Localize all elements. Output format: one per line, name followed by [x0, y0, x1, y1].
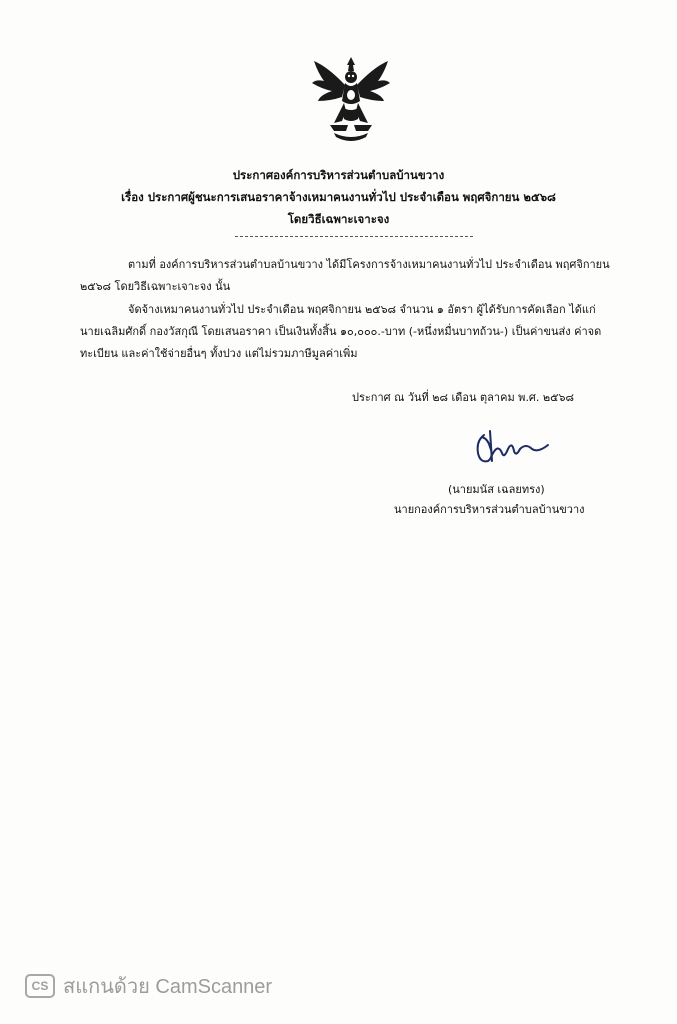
header-divider — [235, 236, 473, 237]
signature-icon — [470, 427, 552, 469]
paragraph-award — [80, 299, 610, 365]
announcement-title: ประกาศองค์การบริหารส่วนตำบลบ้านขวาง — [232, 168, 445, 182]
paragraph-line: นายเฉลิมศักดิ์ กองวัสกุณี โดยเสนอราคา เป็นเงินทั้งสิ้น ๑๐,๐๐๐.-บาท (-หนึ่งหมื่นบาทถ้วน-) เป็นค่าขนส่ง ค่าจด — [80, 325, 602, 338]
paragraph-line: ทะเบียน และค่าใช้จ่ายอื่นๆ ทั้งปวง แต่ไม่รวมภาษีมูลค่าเพิ่ม — [80, 347, 358, 360]
announcement-method: โดยวิธีเฉพาะเจาะจง — [287, 212, 390, 226]
signer-position: นายกองค์การบริหารส่วนตำบลบ้านขวาง — [394, 503, 585, 516]
paragraph-project — [80, 254, 610, 298]
signer-name: (นายมนัส เฉลยทรง) — [448, 483, 545, 496]
scanner-watermark — [25, 971, 272, 1001]
announcement-date: ประกาศ ณ วันที่ ๒๘ เดือน ตุลาคม พ.ศ. ๒๕๖๘ — [352, 391, 574, 404]
watermark-text: สแกนด้วย CamScanner — [63, 976, 273, 998]
camscanner-logo-icon: CS — [25, 974, 55, 998]
paragraph-line: ตามที่ องค์การบริหารส่วนตำบลบ้านขวาง ได้มีโครงการจ้างเหมาคนงานทั่วไป ประจำเดือน พฤศจิกายน — [128, 258, 610, 271]
garuda-emblem-icon — [308, 55, 394, 145]
paragraph-line: ๒๕๖๘ โดยวิธีเฉพาะเจาะจง นั้น — [80, 280, 231, 293]
paragraph-line: จัดจ้างเหมาคนงานทั่วไป ประจำเดือน พฤศจิกายน ๒๕๖๘ จำนวน ๑ อัตรา ผู้ได้รับการคัดเลือก ได้แก่ — [128, 303, 596, 316]
announcement-header — [0, 164, 677, 230]
announcement-subject: เรื่อง ประกาศผู้ชนะการเสนอราคาจ้างเหมาคนงานทั่วไป ประจำเดือน พฤศจิกายน ๒๕๖๘ — [121, 190, 556, 204]
